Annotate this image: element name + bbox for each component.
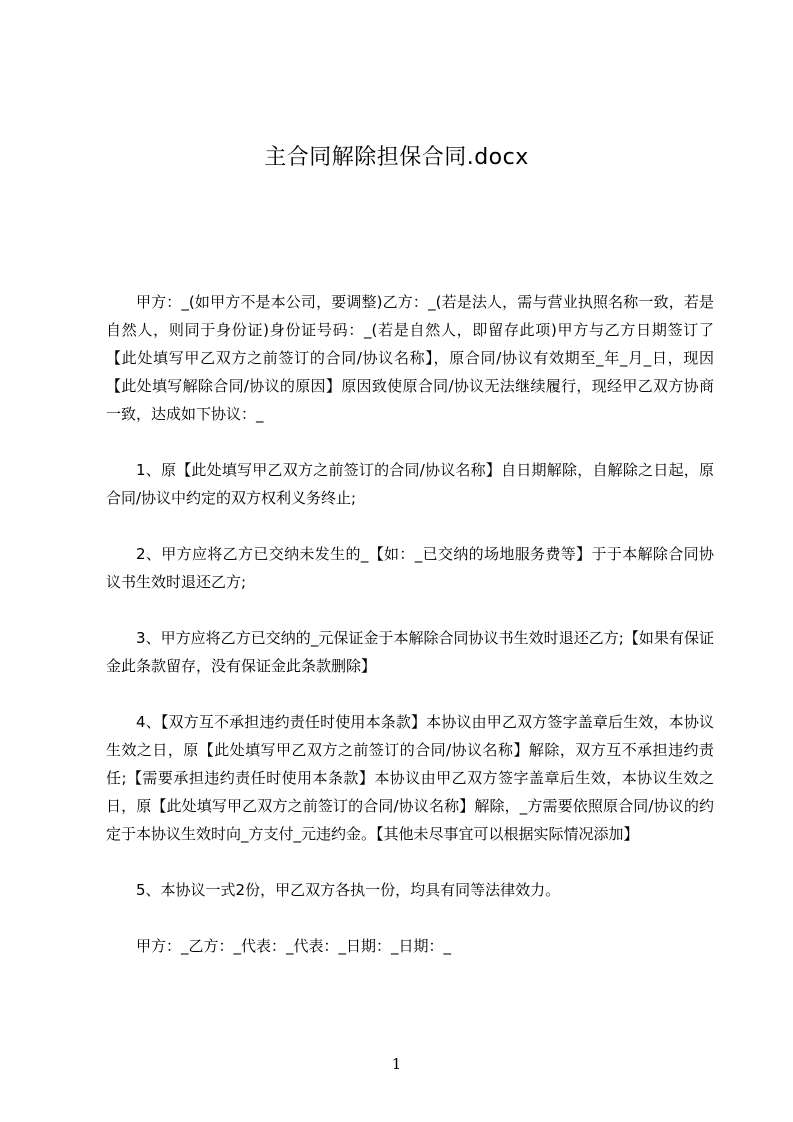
document-body <box>106 288 714 988</box>
paragraph-intro: 甲方：_(如甲方不是本公司，要调整)乙方：_(若是法人，需与营业执照名称一致，若是自然人，则同于身份证)身份证号码：_(若是自然人，即留存此项)甲方与乙方日期签订了【此处填写甲乙双方之前签订的合同/协议名称】，原合同/协议有效期至_年_月_日，现因【此处填写解除合同/协议的原因】原因致使原合同/协议无法继续履行，现经甲乙双方协商一致，达成如下协议：_ <box>106 293 714 423</box>
paragraph-clause-1: 1、原【此处填写甲乙双方之前签订的合同/协议名称】自日期解除，自解除之日起，原合同/协议中约定的双方权利义务终止; <box>106 461 714 507</box>
paragraph-signatures: 甲方：_乙方：_代表：_代表：_日期：_日期：_ <box>136 937 452 955</box>
paragraph-clause-3: 3、甲方应将乙方已交纳的_元保证金于本解除合同协议书生效时退还乙方;【如果有保证金此条款留存，没有保证金此条款删除】 <box>106 629 714 675</box>
paragraph-clause-4: 4、【双方互不承担违约责任时使用本条款】本协议由甲乙双方签字盖章后生效，本协议生效之日，原【此处填写甲乙双方之前签订的合同/协议名称】解除，双方互不承担违约责任;【需要承担违约责任时使用本条款】本协议由甲乙双方签字盖章后生效，本协议生效之日，原【此处填写甲乙双方之前签订的合同/协议名称】解除，_方需要依照原合同/协议的约定于本协议生效时向_方支付_元违约金。【其他未尽事宜可以根据实际情况添加】 <box>106 713 714 843</box>
paragraph-clause-2: 2、甲方应将乙方已交纳未发生的_【如：_已交纳的场地服务费等】于于本解除合同协议书生效时退还乙方; <box>106 545 714 591</box>
page-number: 1 <box>391 1055 402 1073</box>
document-title: 主合同解除担保合同.docx <box>264 145 529 170</box>
paragraph-clause-5: 5、本协议一式2份，甲乙双方各执一份，均具有同等法律效力。 <box>136 881 561 899</box>
